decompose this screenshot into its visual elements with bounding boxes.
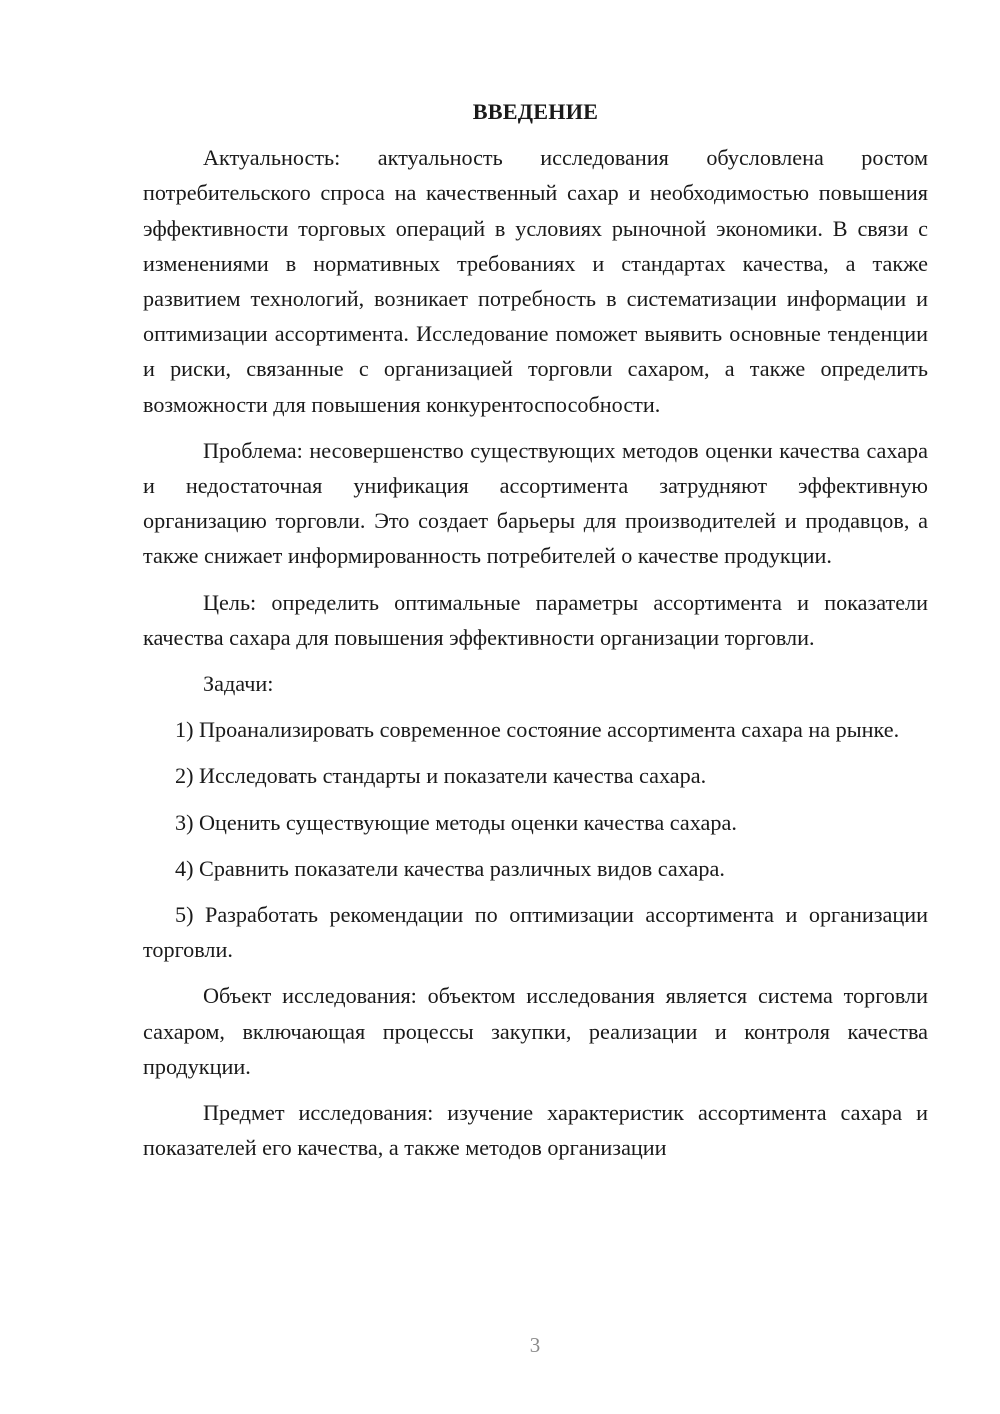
task-item-1: 1) Проанализировать современное состояние ассортимента сахара на рынке.	[175, 717, 900, 743]
paragraph-tasks-heading: Задачи:	[203, 671, 274, 697]
task-item-2: 2) Исследовать стандарты и показатели качества сахара.	[175, 763, 707, 789]
paragraph-subject: Предмет исследования: изучение характеристик ассортимента сахара и показателей его качества, а также методов организации	[143, 1100, 928, 1161]
paragraph-object: Объект исследования: объектом исследования является система торговли сахаром, включающая процессы закупки, реализации и контроля качества продукции.	[143, 983, 928, 1079]
task-item-4: 4) Сравнить показатели качества различных видов сахара.	[175, 855, 725, 881]
paragraph-problem: Проблема: несовершенство существующих методов оценки качества сахара и недостаточная унификация ассортимента затрудняют эффективную организацию торговли. Это создает барьеры для производителей и продавцов, а также снижает информированность потребителей о качестве продукции.	[143, 437, 928, 569]
task-item-5: 5) Разработать рекомендации по оптимизации ассортимента и организации торговли.	[143, 902, 928, 963]
page-number: 3	[529, 1333, 541, 1357]
section-heading: ВВЕДЕНИЕ	[472, 99, 599, 124]
page-body	[143, 94, 928, 1176]
paragraph-goal: Цель: определить оптимальные параметры ассортимента и показатели качества сахара для повышения эффективности организации торговли.	[143, 589, 928, 650]
task-item-3: 3) Оценить существующие методы оценки качества сахара.	[175, 809, 737, 835]
paragraph-relevance: Актуальность: актуальность исследования обусловлена ростом потребительского спроса на качественный сахар и необходимостью повышения эффективности торговых операций в условиях рыночной экономики. В связи с изменениями в нормативных требованиях и стандартах качества, а также развитием технологий, возникает потребность в систематизации информации и оптимизации ассортимента. Исследование поможет выявить основные тенденции и риски, связанные с организацией торговли сахаром, а также определить возможности для повышения конкурентоспособности.	[143, 145, 928, 417]
